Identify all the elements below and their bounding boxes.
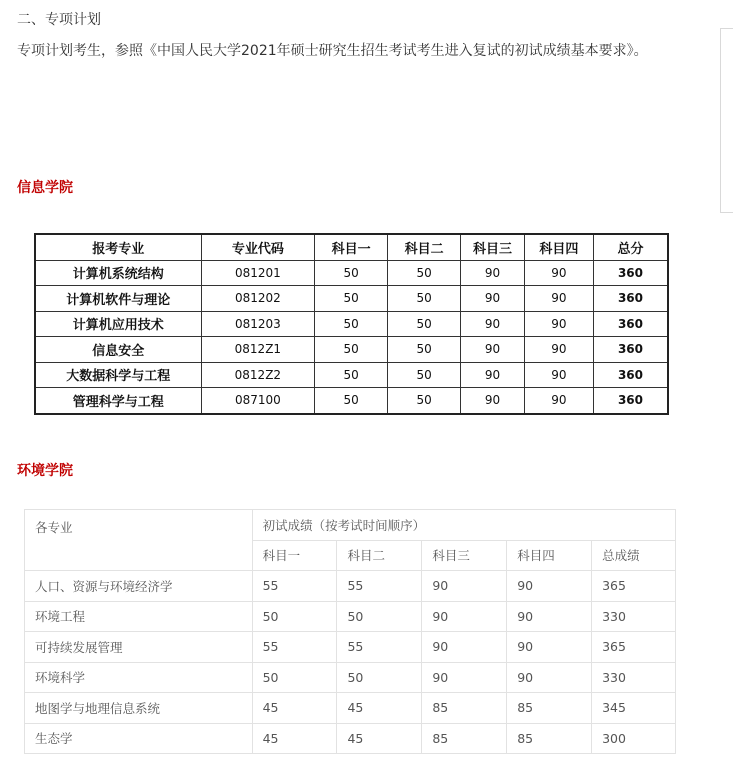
- major-cell: 管理科学与工程: [35, 388, 201, 414]
- header-cell: 专业代码: [201, 234, 315, 260]
- score-cell: 90: [461, 388, 525, 414]
- score-cell: 90: [507, 571, 592, 602]
- code-cell: 0812Z2: [201, 362, 315, 388]
- code-cell: 081202: [201, 286, 315, 312]
- header-cell: 总成绩: [592, 540, 676, 571]
- table-row: [35, 362, 668, 388]
- score-cell: 90: [524, 388, 593, 414]
- score-cell: 45: [252, 693, 337, 724]
- score-cell: 85: [422, 693, 507, 724]
- score-cell: 90: [524, 260, 593, 286]
- score-cell: 50: [315, 311, 388, 337]
- score-cell: 90: [422, 601, 507, 632]
- table-row: [35, 286, 668, 312]
- code-cell: 081203: [201, 311, 315, 337]
- major-cell: 人口、资源与环境经济学: [25, 571, 253, 602]
- table-row: [25, 723, 676, 754]
- score-cell: 55: [252, 571, 337, 602]
- total-cell: 360: [593, 286, 668, 312]
- score-cell: 50: [388, 337, 461, 363]
- score-cell: 50: [315, 337, 388, 363]
- header-cell: 科目四: [507, 540, 592, 571]
- score-cell: 50: [388, 362, 461, 388]
- score-cell: 90: [422, 632, 507, 663]
- score-cell: 90: [507, 662, 592, 693]
- intro-paragraph: 专项计划考生，参照《中国人民大学2021年硕士研究生招生考试考生进入复试的初试成绩基本要求》。: [17, 43, 648, 59]
- score-cell: 90: [461, 337, 525, 363]
- side-panel-edge: [720, 28, 733, 213]
- major-cell: 可持续发展管理: [25, 632, 253, 663]
- major-cell: 计算机软件与理论: [35, 286, 201, 312]
- major-cell: 计算机系统结构: [35, 260, 201, 286]
- major-header-cell: 各专业: [25, 510, 253, 571]
- score-cell: 50: [388, 311, 461, 337]
- major-cell: 信息安全: [35, 337, 201, 363]
- section-heading: 二、专项计划: [17, 12, 101, 28]
- score-cell: 50: [388, 388, 461, 414]
- score-cell: 90: [461, 362, 525, 388]
- major-cell: 大数据科学与工程: [35, 362, 201, 388]
- header-cell: 科目四: [524, 234, 593, 260]
- score-cell: 55: [337, 632, 422, 663]
- group-header-cell: 初试成绩（按考试时间顺序）: [252, 510, 675, 541]
- score-cell: 55: [337, 571, 422, 602]
- total-cell: 360: [593, 311, 668, 337]
- score-cell: 45: [337, 723, 422, 754]
- header-cell: 科目三: [422, 540, 507, 571]
- score-cell: 90: [422, 571, 507, 602]
- score-cell: 50: [252, 662, 337, 693]
- major-cell: 地图学与地理信息系统: [25, 693, 253, 724]
- score-cell: 50: [337, 662, 422, 693]
- major-cell: 环境科学: [25, 662, 253, 693]
- score-cell: 50: [315, 286, 388, 312]
- table-row: [25, 632, 676, 663]
- score-cell: 90: [461, 286, 525, 312]
- info-school-title: 信息学院: [17, 180, 73, 196]
- total-cell: 365: [592, 632, 676, 663]
- total-cell: 360: [593, 362, 668, 388]
- score-cell: 90: [524, 311, 593, 337]
- score-cell: 50: [315, 260, 388, 286]
- score-cell: 45: [337, 693, 422, 724]
- table-row: [35, 260, 668, 286]
- score-cell: 90: [524, 286, 593, 312]
- table-row: [25, 662, 676, 693]
- table-row: [25, 601, 676, 632]
- score-cell: 45: [252, 723, 337, 754]
- score-cell: 85: [422, 723, 507, 754]
- header-cell: 科目二: [388, 234, 461, 260]
- env-school-title: 环境学院: [17, 463, 73, 479]
- table-row: [35, 337, 668, 363]
- score-cell: 90: [507, 601, 592, 632]
- header-cell: 总分: [593, 234, 668, 260]
- table-row: [25, 571, 676, 602]
- score-cell: 85: [507, 723, 592, 754]
- total-cell: 360: [593, 388, 668, 414]
- score-cell: 50: [315, 388, 388, 414]
- major-cell: 计算机应用技术: [35, 311, 201, 337]
- table-row: [35, 388, 668, 414]
- info-school-score-table: [34, 233, 669, 415]
- score-cell: 90: [461, 260, 525, 286]
- total-cell: 360: [593, 260, 668, 286]
- header-cell: 科目三: [461, 234, 525, 260]
- total-cell: 360: [593, 337, 668, 363]
- score-cell: 50: [315, 362, 388, 388]
- header-cell: 科目二: [337, 540, 422, 571]
- header-cell: 科目一: [315, 234, 388, 260]
- score-cell: 50: [252, 601, 337, 632]
- score-cell: 55: [252, 632, 337, 663]
- major-cell: 环境工程: [25, 601, 253, 632]
- header-cell: 报考专业: [35, 234, 201, 260]
- code-cell: 0812Z1: [201, 337, 315, 363]
- score-cell: 50: [388, 286, 461, 312]
- score-cell: 50: [337, 601, 422, 632]
- score-cell: 85: [507, 693, 592, 724]
- score-cell: 90: [524, 362, 593, 388]
- table-row: [25, 693, 676, 724]
- score-cell: 90: [422, 662, 507, 693]
- total-cell: 330: [592, 601, 676, 632]
- total-cell: 330: [592, 662, 676, 693]
- header-cell: 科目一: [252, 540, 337, 571]
- score-cell: 90: [461, 311, 525, 337]
- score-cell: 90: [507, 632, 592, 663]
- score-cell: 90: [524, 337, 593, 363]
- major-cell: 生态学: [25, 723, 253, 754]
- total-cell: 365: [592, 571, 676, 602]
- total-cell: 300: [592, 723, 676, 754]
- score-cell: 50: [388, 260, 461, 286]
- table-header-row: [35, 234, 668, 260]
- total-cell: 345: [592, 693, 676, 724]
- code-cell: 081201: [201, 260, 315, 286]
- table-row: [35, 311, 668, 337]
- code-cell: 087100: [201, 388, 315, 414]
- env-school-score-table: [24, 509, 676, 754]
- table-header-row: [25, 510, 676, 541]
